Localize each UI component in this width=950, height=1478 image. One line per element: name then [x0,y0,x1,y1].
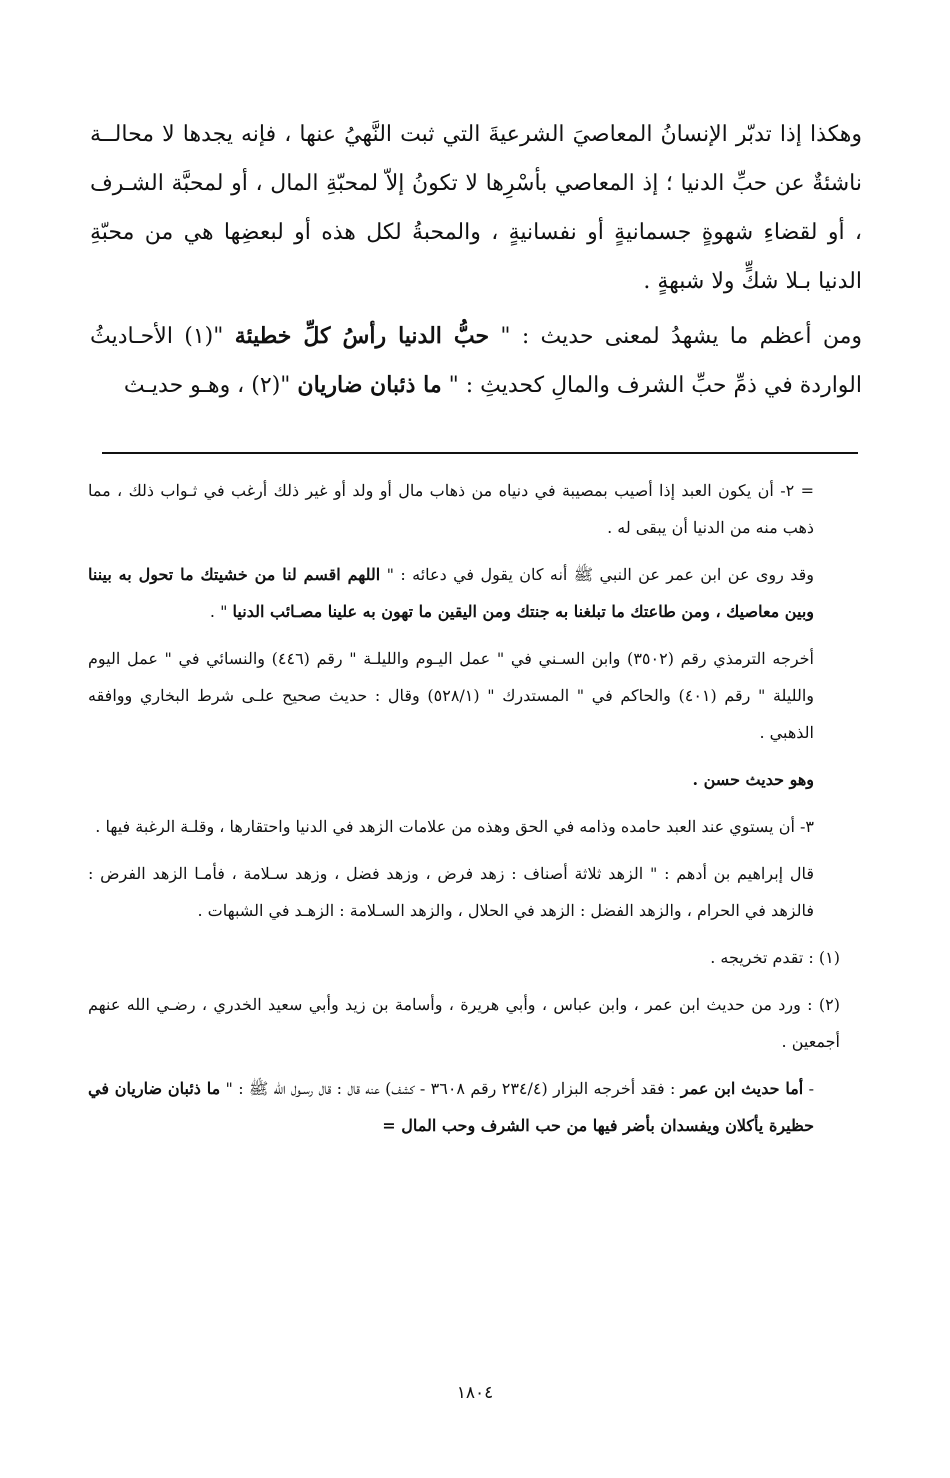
footnote-text: : ورد من حديث ابن عمر ، وابن عباس ، وأبي هريرة ، وأسامة بن زيد وأبي سعيد الخدري ، رضـي الله عنهم أجمعين . [88,995,840,1051]
dua-quote: اللهم اقسم لنا من خشيتك ما تحول به بيننا وبين معاصيك ، ومن طاعتك ما تبلغنا به جنتك ومن اليقين ما تهون به علينا مصـائب الدنيا [88,565,814,621]
footnote-2 [88,986,840,1060]
main-text-segment: ، وهـو حديـث [123,373,245,398]
footnote-ref: "(٢) [244,373,298,398]
hadith-quote: ما ذئبان ضاريان في حظيرة يأكلان ويفسدان بأضر فيها من حب الشرف وحب المال = [88,1079,814,1135]
footnote-1 [88,939,840,976]
main-paragraph-1: وهكذا إذا تدبّر الإنسانُ المعاصيَ الشرعيةَ التي ثبت النَّهيُ عنها ، فإنه يجدها لا محالــة ناشئةٌ عن حبِّ الدنيا ؛ إذ المعاصي بأسْرِها لا تكونُ إلاّ لمحبّةِ المال ، أو لمحبَّة الشـرف ، أو لقضاءِ شهوةٍ جسمانيةٍ أو نفسانيةٍ ، والمحبةُ لكل هذه أو لبعضِها هي من محبّةِ الدنيا بـلا شكٍّ ولا شبهةٍ . [90,122,862,294]
note-text-segment: وقد روى عن ابن عمر عن النبي ﷺ أنه كان يقول في دعائه : " [380,565,815,584]
main-text [90,110,862,416]
main-text-segment: ومن أعظم ما يشهدُ لمعنى حديث : " [489,324,862,349]
hadith-quote: حبُّ الدنيا رأسُ كلِّ خطيئة [234,323,490,349]
note-heading: أما حديث ابن عمر [680,1079,804,1098]
footnote-ref: "(١) [172,324,235,349]
note-paragraph [88,556,840,630]
page-number: ١٨٠٤ [456,1383,494,1403]
note-paragraph: = ٢- أن يكون العبد إذا أصيب بمصيبة في دنياه من ذهاب مال أو ولد أو غير ذلك أرغب في ثـواب ذلك ، مما ذهب منه من الدنيا أن يبقى له . [88,481,814,537]
note-paragraph [88,1070,840,1144]
footnote-text: : تقدم تخريجه . [710,948,814,967]
hadith-quote: ما ذئبان ضاريان [297,372,442,398]
main-paragraph-2 [90,312,862,410]
footnote-number: (١) [818,948,840,967]
note-paragraph: قال إبراهيم بن أدهم : " الزهد ثلاثة أصناف : زهد فرض ، وزهد فضل ، وزهد سـلامة ، فأمـا الزهد الفرض : فالزهد في الحرام ، والزهد الفضل : الزهد في الحلال ، والزهد السـلامة : الزهـد في الشبهات . [88,864,814,920]
footnotes [88,472,840,1154]
footnote-separator [102,452,858,454]
note-text-segment: " . [209,602,233,621]
footnote-number: (٢) [818,995,840,1014]
note-text-segment: : فقد أخرجه البزار (٢٣٤/٤ رقم ٣٦٠٨ - كشف) عنه قال : قال رسـول الله ﷺ : " [220,1079,681,1098]
note-text-segment: - [803,1079,815,1098]
note-paragraph: أخرجه الترمذي رقم (٣٥٠٢) وابن السـني في " عمل اليـوم والليلـة " رقم (٤٤٦) والنسائي في " عمل اليوم والليلة " رقم (٤٠١) والحاكم في " المستدرك " (٥٢٨/١) وقال : حديث صحيح علـى شرط البخاري ووافقه الذهبي . [88,649,815,742]
main-text-segment: الأحـاديثُ الواردة في ذمِّ حبِّ الشرف والمالِ كحديثِ : " [90,324,862,398]
note-paragraph: ٣- أن يستوي عند العبد حامده وذامه في الحق وهذه من علامات الزهد في الدنيا واحتقارها ، وقلـة الرغبة فيها . [95,817,814,836]
note-grading: وهو حديث حسن . [692,770,814,789]
